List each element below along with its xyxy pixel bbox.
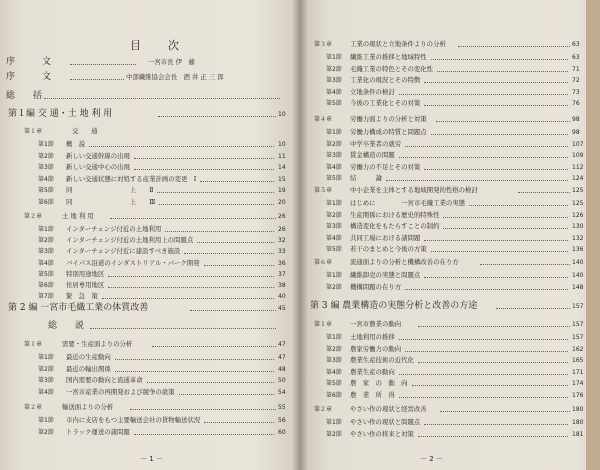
page-number: 157	[572, 334, 584, 341]
section-title: 市内に支店をもつ主要輸送会社の貨物輸送状況	[66, 416, 201, 424]
leader-dots	[418, 436, 568, 437]
leader-dots	[412, 385, 568, 386]
section-number: 第3節	[326, 223, 342, 231]
page-number: 54	[278, 388, 286, 396]
section-title: やさい作の現状と問題点	[350, 418, 421, 426]
page-number: 50	[278, 377, 286, 385]
page-number: 73	[572, 88, 580, 96]
page-number: 36	[278, 259, 286, 267]
leader-dots	[399, 397, 568, 398]
section-title: 農 業 所 得	[350, 391, 395, 399]
section-title: 概 説	[66, 140, 86, 148]
leader-dots	[70, 64, 136, 65]
page-number: 165	[572, 357, 584, 365]
leader-dots	[424, 240, 568, 241]
section-number: 第5節	[326, 100, 342, 108]
intro-label: 総 説	[48, 321, 85, 331]
leader-dots	[399, 374, 568, 375]
page-number: 148	[572, 283, 584, 291]
leader-dots	[102, 298, 274, 299]
section-number: 第5節	[38, 187, 54, 195]
section-number: 第3節	[326, 152, 342, 160]
section-number: 第1節	[326, 419, 342, 426]
chapter-number: 第４章	[314, 116, 333, 123]
leader-dots	[424, 277, 568, 278]
leader-dots	[190, 310, 276, 311]
section-title: 若干のまとめと今後の方策	[350, 245, 427, 254]
preface-label: 序 文	[6, 72, 52, 82]
page-number: 10	[278, 111, 286, 118]
summary-label: 総 括	[6, 91, 43, 101]
section-title: 同 上 Ⅱ	[66, 186, 154, 195]
section-number: 第3節	[326, 77, 342, 85]
leader-dots	[424, 82, 568, 83]
page-number: 48	[278, 365, 286, 373]
page-number: 125	[572, 200, 584, 207]
leader-dots	[405, 289, 568, 290]
leader-dots	[458, 46, 570, 47]
section-title: 構造変化をもたらすことの制約	[350, 222, 440, 231]
chapter-title: 土 地 利 用	[62, 212, 94, 220]
section-number: 第3節	[38, 377, 54, 385]
page-number: 176	[572, 392, 584, 399]
page-folio: － 2 －	[420, 455, 443, 463]
page-number: 107	[572, 140, 584, 148]
section-number: 第3節	[38, 164, 54, 172]
section-number: 第3節	[326, 357, 342, 365]
section-title: 労働力の不足とその対策	[350, 162, 421, 171]
page-number: 112	[572, 163, 584, 171]
section-number: 第2節	[326, 211, 342, 219]
section-title: トラック運送の諸問題	[66, 427, 130, 436]
leader-dots	[496, 308, 570, 309]
leader-dots	[405, 351, 568, 352]
page-number: 47	[278, 354, 286, 361]
leader-dots	[108, 276, 274, 277]
page-number: 181	[572, 430, 584, 438]
section-title: 繊維工業の推移と地域特性	[350, 53, 427, 61]
section-number: 第4節	[38, 388, 54, 396]
leader-dots	[130, 409, 276, 410]
section-number: 第7節	[38, 293, 54, 301]
section-title: 新しい交通状態に対処する産業計画の変更 Ⅰ	[66, 174, 197, 183]
leader-dots	[440, 411, 570, 412]
leader-dots	[147, 382, 274, 383]
leader-dots	[89, 146, 274, 147]
page-folio: － 1 －	[140, 455, 163, 463]
leader-dots	[134, 158, 274, 159]
section-number: 第2節	[326, 345, 342, 353]
page-number: 76	[572, 100, 580, 108]
chapter-number: 第１章	[24, 341, 43, 348]
section-title: 新しい交通中心の出現	[66, 163, 130, 172]
page-number: 19	[278, 187, 286, 195]
page-number: 126	[572, 211, 584, 219]
leader-dots	[418, 326, 570, 327]
section-number: 第1節	[38, 354, 54, 361]
chapter-title: 交 通	[72, 127, 98, 135]
page-number: 33	[278, 248, 286, 256]
section-title: 機構問題の在り方	[350, 282, 402, 291]
page-number: 11	[278, 152, 286, 160]
section-number: 第5節	[38, 270, 54, 278]
leader-dots	[108, 287, 274, 288]
section-number: 第6節	[38, 282, 54, 289]
section-title: 立地条件の検討	[350, 87, 395, 96]
section-title: やさい作の将来と対策	[350, 429, 414, 438]
section-number: 第2節	[326, 283, 342, 291]
section-number: 第5節	[326, 246, 342, 254]
section-number: 第4節	[38, 175, 54, 183]
chapter-number: 第１章	[314, 321, 333, 328]
section-number: 第2節	[326, 430, 342, 438]
section-number: 第2節	[38, 237, 54, 245]
section-number: 第2節	[38, 428, 54, 436]
section-number: 第1節	[326, 129, 342, 136]
leader-dots	[443, 217, 568, 218]
leader-dots	[424, 105, 568, 106]
leader-dots	[431, 59, 568, 60]
section-title: 共同工場における諸問題	[350, 233, 421, 242]
page-number: 140	[572, 259, 584, 266]
page-number: 124	[572, 175, 584, 183]
leader-dots	[424, 424, 568, 425]
page-number: 98	[572, 129, 580, 136]
leader-dots	[70, 79, 124, 80]
section-title: インターチェンジ付近に建設すべき施設	[66, 247, 181, 256]
leader-dots	[424, 169, 568, 170]
page-number: 136	[572, 246, 584, 254]
page-number: 15	[278, 175, 286, 183]
leader-dots	[204, 422, 274, 423]
chapter-number: 第５章	[314, 187, 333, 194]
section-number: 第1節	[326, 200, 342, 207]
section-title: はじめに 一宮市毛織工業の実態	[350, 199, 466, 207]
leader-dots	[399, 94, 568, 95]
leader-dots	[159, 204, 274, 205]
page-number: 38	[278, 282, 286, 289]
section-number: 第5節	[326, 175, 342, 183]
page-number: 157	[572, 303, 584, 310]
leader-dots	[200, 181, 274, 182]
page-number: 26	[278, 226, 286, 233]
page-number: 45	[278, 305, 286, 312]
section-title: 最近の生産動向	[66, 353, 111, 361]
book-gutter	[292, 0, 308, 470]
section-title: 中学卒業者の就労	[350, 139, 402, 148]
chapter-title: 輸送面よりの分析	[62, 403, 114, 411]
leader-dots	[115, 371, 274, 372]
part-title: 第 3 編 農業構造の実態分析と改善の方途	[310, 301, 478, 311]
section-number: 第4節	[326, 163, 342, 171]
leader-dots	[418, 362, 568, 363]
section-title: 賃金構造の問題	[350, 151, 395, 160]
page-number: 55	[278, 404, 286, 411]
page-number: 56	[278, 417, 286, 424]
chapter-number: 第２章	[314, 406, 333, 413]
leader-dots	[152, 346, 276, 347]
page-number: 98	[572, 116, 580, 123]
section-number: 第4節	[326, 234, 342, 242]
section-title: 今後の工業化とその対策	[350, 99, 421, 108]
section-title: 緊 急 策	[66, 292, 98, 301]
section-title: 特別用途地区	[66, 269, 105, 278]
leader-dots	[399, 339, 568, 340]
section-title: 最近の輸出関係	[66, 364, 111, 373]
page-edges	[586, 0, 600, 470]
leader-dots	[157, 192, 274, 193]
chapter-title: 一宮市農業の動向	[350, 320, 402, 328]
section-title: 毛織工業の特色とその変化性	[350, 64, 434, 73]
section-title: 新しい交通幹線の出現	[66, 151, 130, 160]
page-number: 26	[278, 213, 286, 220]
section-title: 繊維卸売の実態と問題点	[350, 271, 421, 279]
leader-dots	[431, 251, 568, 252]
section-title: 同 上 Ⅲ	[66, 198, 156, 206]
chapter-number: 第２章	[24, 404, 43, 411]
section-title: 農 家 の 動 向	[350, 379, 408, 388]
preface-author: 一宮市長 伊 藤	[148, 58, 195, 66]
section-number: 第4節	[326, 368, 342, 376]
leader-dots	[437, 71, 568, 72]
section-number: 第1節	[38, 141, 54, 148]
page-number: 10	[278, 141, 286, 148]
preface-label: 序 文	[6, 57, 52, 67]
section-number: 第5節	[326, 380, 342, 388]
section-number: 第1節	[326, 54, 342, 61]
chapter-number: 第３章	[314, 41, 333, 48]
page-number: 162	[572, 345, 584, 353]
section-title: 一宮市産業の再開発および競争の欲策	[66, 387, 175, 396]
right-page	[300, 0, 600, 470]
leader-dots	[443, 228, 568, 229]
leader-dots	[204, 265, 274, 266]
section-number: 第6節	[326, 392, 342, 399]
page-number: 109	[572, 152, 584, 160]
section-number: 第4節	[326, 88, 342, 96]
leader-dots	[179, 394, 274, 395]
part-title: 第１編 交 通・土 地 利 用	[8, 109, 113, 119]
chapter-number: 第１章	[24, 128, 43, 135]
chapter-number: 第６章	[314, 259, 333, 266]
leader-dots	[197, 242, 274, 243]
page-number: 37	[278, 270, 286, 278]
page-number: 32	[278, 237, 286, 245]
section-title: 生産関係における歴史的特殊性	[350, 210, 440, 219]
page-number: 130	[572, 223, 584, 231]
page-number: 140	[572, 272, 584, 279]
page-number: 125	[572, 187, 584, 194]
page-number: 174	[572, 380, 584, 388]
chapter-title: 工業の現状と立地条件よりの分析	[350, 40, 446, 48]
section-number: 第2節	[326, 65, 342, 73]
page-number: 132	[572, 234, 584, 242]
chapter-title: 労働力面よりの分析と対策	[350, 115, 427, 123]
leader-dots	[90, 328, 276, 329]
leader-dots	[165, 231, 274, 232]
part-title: 第 2 編 一宮市毛織工業の体質改善	[8, 303, 149, 313]
page-number: 14	[278, 164, 286, 172]
section-number: 第1節	[326, 272, 342, 279]
page-number: 60	[278, 428, 286, 436]
section-title: インターチェンジ付近の土地利用上の問題点	[66, 236, 194, 245]
leader-dots	[518, 192, 570, 193]
page-number: 20	[278, 199, 286, 206]
section-number: 第2節	[38, 365, 54, 373]
section-number: 第2節	[38, 152, 54, 160]
leader-dots	[134, 434, 274, 435]
section-number: 第1節	[326, 334, 342, 341]
page-number: 40	[278, 293, 286, 301]
section-number: 第3節	[38, 248, 54, 256]
leader-dots	[134, 169, 274, 170]
leader-dots	[431, 134, 568, 135]
page-number: 47	[278, 341, 286, 348]
leader-dots	[469, 205, 568, 206]
leader-dots	[386, 180, 568, 181]
section-title: 土地利用の推移	[350, 333, 395, 341]
section-title: 農業生産の動向	[350, 367, 395, 376]
section-title: バイパス沿道のインダストリアル・パーク開発	[66, 258, 200, 267]
section-number: 第4節	[38, 259, 54, 267]
page-number: 180	[572, 419, 584, 426]
page-number: 171	[572, 368, 584, 376]
toc-title: 目 次	[130, 39, 187, 52]
section-number: 第6節	[38, 199, 54, 206]
page-number: 72	[572, 77, 580, 85]
page-number: 63	[572, 41, 580, 48]
section-title: 農家労働力の動向	[350, 344, 402, 353]
preface-author: 中部繊維協会会長 酒 井 正 三 郎	[126, 73, 224, 81]
leader-dots	[44, 98, 280, 99]
section-title: 労働力構成の特質と問題点	[350, 128, 427, 136]
section-number: 第1節	[38, 417, 54, 424]
page-number: 180	[572, 406, 584, 413]
section-title: 国内需要の動向と流通革命	[66, 376, 143, 385]
section-title: 農業生産技術の近代化	[350, 356, 414, 365]
leader-dots	[115, 359, 274, 360]
chapter-number: 第２章	[24, 213, 43, 220]
page-number: 157	[572, 321, 584, 328]
section-title: 工業化の現況とその特徴	[350, 76, 421, 85]
leader-dots	[405, 146, 568, 147]
section-title: 住居専用地区	[66, 281, 105, 289]
section-number: 第2節	[326, 140, 342, 148]
leader-dots	[158, 116, 276, 117]
section-number: 第1節	[38, 226, 54, 233]
page-number: 63	[572, 54, 580, 61]
leader-dots	[399, 157, 568, 158]
leader-dots	[436, 121, 570, 122]
section-title: インターチェンジ付近の土地利用	[66, 225, 162, 233]
leader-dots	[184, 253, 274, 254]
chapter-title: 中小企業を主体とする地域開発的性格の検討	[350, 186, 478, 194]
chapter-title: 需要・生産面よりの分析	[62, 340, 133, 348]
chapter-title: 流通面よりの分析と機構改善の在り方	[350, 258, 459, 266]
leader-dots	[480, 264, 570, 265]
leader-dots	[110, 218, 276, 219]
page-number: 71	[572, 65, 580, 73]
chapter-title: やさい作の現状と経営改善	[350, 405, 427, 413]
section-title: 結 論	[350, 174, 382, 183]
